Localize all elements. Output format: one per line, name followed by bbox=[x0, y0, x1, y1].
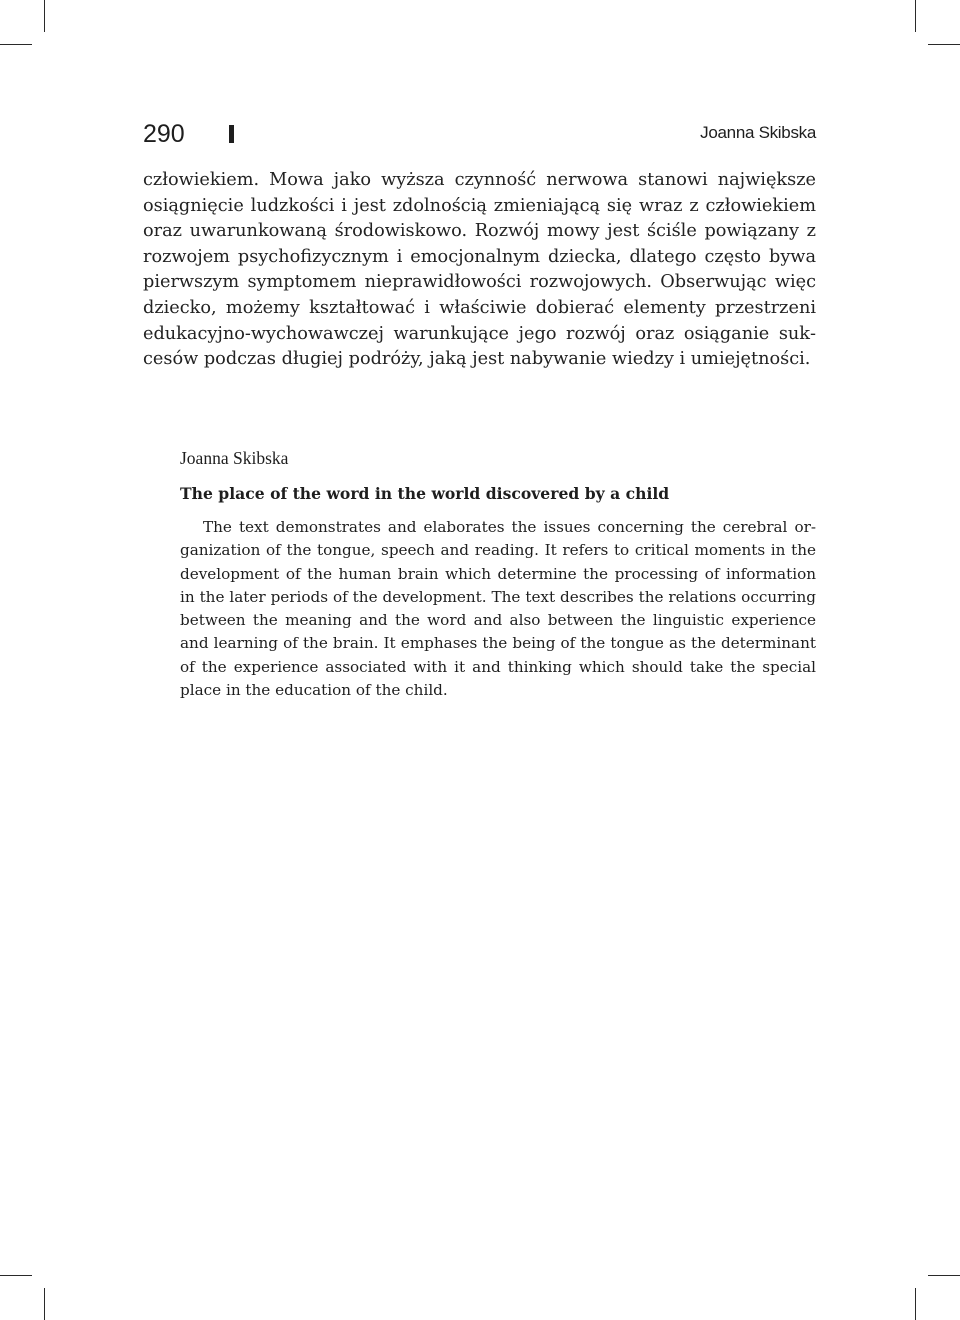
crop-mark-bottom-right-vertical bbox=[915, 1288, 916, 1320]
crop-mark-top-left-vertical bbox=[44, 0, 45, 32]
crop-mark-top-right-vertical bbox=[915, 0, 916, 32]
crop-mark-bottom-left-horizontal bbox=[0, 1275, 32, 1276]
abstract-text: The text demonstrates and elaborates the issues concerning the cerebral organization of the tongue, speech and reading. It refers to critical moments in the development of the human brain which determine the processing of information in the later periods of the development. The text describes the relations occurring between the meaning and the word and also between the linguistic experience and learning of the brain. It emphases the being of the tongue as the determinant of the experience associated with it and thinking which should take the special place in the education of the child. bbox=[180, 518, 816, 700]
crop-mark-top-right-horizontal bbox=[928, 44, 960, 45]
header-separator-bar bbox=[229, 125, 234, 143]
crop-mark-top-left-horizontal bbox=[0, 44, 32, 45]
abstract-author: Joanna Skibska bbox=[180, 448, 289, 468]
abstract-section bbox=[180, 446, 816, 702]
body-paragraph: człowiekiem. Mowa jako wyższa czynność nerwowa stanowi największe osiągnięcie ludzkości i jest zdolnością zmieniającą się wraz z człowiekiem oraz uwarunkowaną środowiskowo. Rozwój mowy jest ściśle powiązany z rozwojem psychofizycznym i emocjonalnym dziecka, dlatego często bywa pierwszym symptomem nieprawidłowości rozwojowych. Obserwując więc dziecko, możemy kształtować i właściwie dobierać elementy przestrzeni edukacyjno-wychowawczej warunkujące jego rozwój oraz osiąganie sukcesów podczas długiej podróży, jaką jest nabywanie wiedzy i umiejętności. bbox=[143, 170, 816, 370]
crop-mark-bottom-left-vertical bbox=[44, 1288, 45, 1320]
crop-mark-bottom-right-horizontal bbox=[928, 1275, 960, 1276]
page-number: 290 bbox=[143, 120, 185, 148]
running-head-author: Joanna Skibska bbox=[700, 123, 816, 142]
abstract-title: The place of the word in the world discovered by a child bbox=[180, 484, 670, 503]
